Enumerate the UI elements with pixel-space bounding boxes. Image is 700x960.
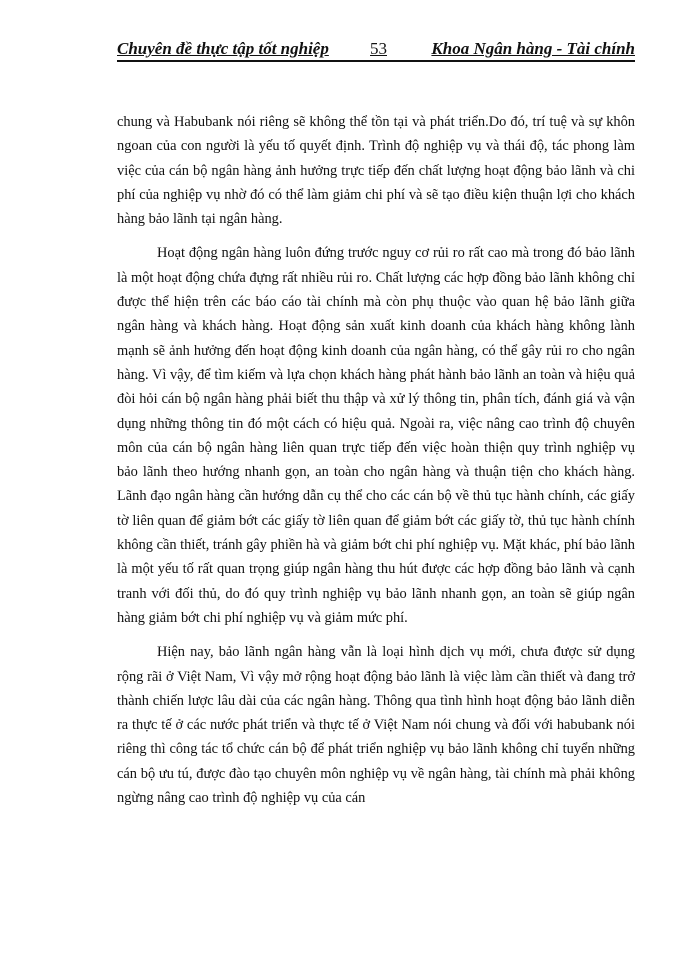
paragraph-banking-risk: Hoạt động ngân hàng luôn đứng trước nguy cơ rủi ro rất cao mà trong đó bảo lãnh là một hoạt động chứa đựng rất nhiều rủi ro. Chất lượng các hợp đồng bảo lãnh không chỉ được thể hiện trên các báo cáo tài chính mà còn phụ thuộc vào quan hệ bảo lãnh giữa ngân hàng và khách hàng. Hoạt động sản xuất kinh doanh của khách hàng không lành mạnh sẽ ảnh hưởng đến hoạt động kinh doanh của ngân hàng, có thể gây rủi ro cho ngân hàng. Vì vậy, để tìm kiếm và lựa chọn khách hàng phát hành bảo lãnh an toàn và hiệu quả đòi hỏi cán bộ ngân hàng phải biết thu thập và xử lý thông tin, phân tích, đánh giá và vận dụng những thông tin đó một cách có hiệu quả. Ngoài ra, việc nâng cao trình độ chuyên môn của cán bộ ngân hàng liên quan trực tiếp đến việc hoàn thiện quy trình nghiệp vụ bảo lãnh theo hướng nhanh gọn, an toàn cho ngân hàng và thuận tiện cho khách hàng. Lãnh đạo ngân hàng cần hướng dẫn cụ thể cho các cán bộ về thủ tục hành chính, các giấy tờ liên quan để giảm bớt các giấy tờ liên quan để giảm bớt các giấy tờ, thủ tục hành chính không cần thiết, tránh gây phiền hà và giảm bớt chi phí nghiệp vụ. Mặt khác, phí bảo lãnh là một yếu tố rất quan trọng giúp ngân hàng thu hút được các hợp đồng bảo lãnh và cạnh tranh với đối thủ, do đó quy trình nghiệp vụ bảo lãnh nhanh gọn, an toàn sẽ giúp ngân hàng giảm bớt chi phí nghiệp vụ và giảm mức phí. <box>117 245 635 626</box>
paragraph-current-situation: Hiện nay, bảo lãnh ngân hàng vẫn là loại hình dịch vụ mới, chưa được sử dụng rộng rãi ở Việt Nam, Vì vậy mở rộng hoạt động bảo lãnh là việc làm cần thiết và đang trở thành chiến lược lâu dài của các ngân hàng. Thông qua tình hình hoạt động bảo lãnh diễn ra thực tế ở các nước phát triển và thực tế ở Việt Nam nói chung và đối với habubank nói riêng thì công tác tổ chức cán bộ để phát triển nghiệp vụ bảo lãnh không chỉ tuyển những cán bộ ưu tú, được đào tạo chuyên môn nghiệp vụ về ngân hàng, tài chính mà phải không ngừng nâng cao trình độ nghiệp vụ của cán <box>117 644 635 807</box>
paragraph-continuation: chung và Habubank nói riêng sẽ không thể tồn tại và phát triển.Do đó, trí tuệ và sự khôn ngoan của con người là yếu tố quyết định. Trình độ nghiệp vụ và thái độ, tác phong làm việc của cán bộ ngân hàng ảnh hưởng trực tiếp đến chất lượng hoạt động bảo lãnh và chi phí của nghiệp vụ nhờ đó có thể làm giảm chi phí và sẽ tạo điều kiện thuận lợi cho khách hàng bảo lãnh tại ngân hàng. <box>117 114 635 228</box>
body-text <box>117 110 635 810</box>
header-rule <box>117 60 635 62</box>
page-header <box>117 38 635 62</box>
page-number: 53 <box>370 39 387 58</box>
header-document-title: Chuyên đề thực tập tốt nghiệp <box>117 39 329 58</box>
header-faculty: Khoa Ngân hàng - Tài chính <box>431 39 635 58</box>
